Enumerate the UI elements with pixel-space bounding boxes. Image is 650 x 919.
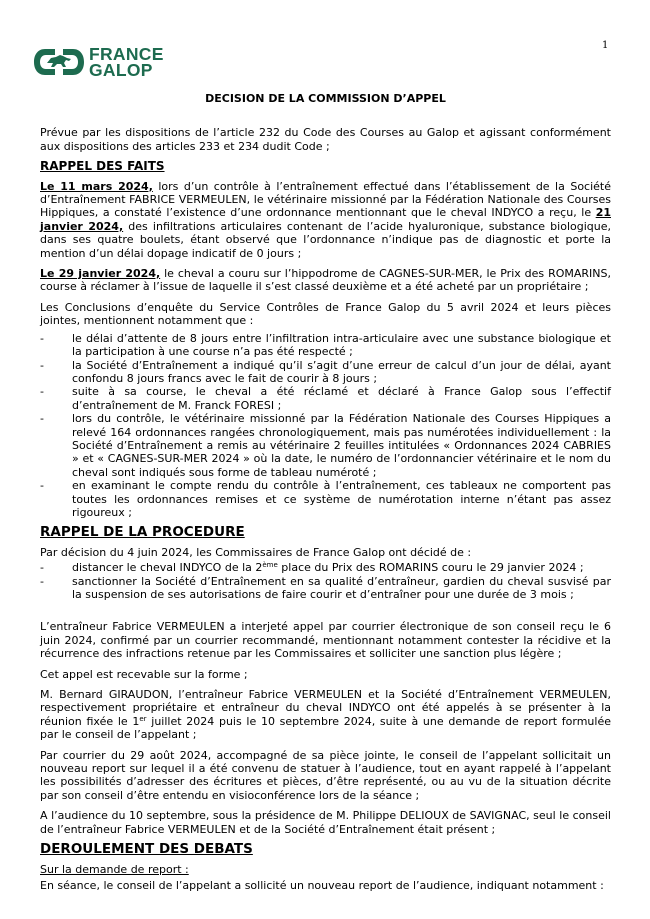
- document-title: DECISION DE LA COMMISSION D’APPEL: [205, 92, 446, 105]
- brand-wordmark: [89, 46, 164, 78]
- intro-paragraph: Prévue par les dispositions de l’article 232 du Code des Courses au Galop et agissant conformément aux dispositions des articles 233 et 234 dudit Code ;: [40, 126, 611, 153]
- procedure-paragraph-6: A l’audience du 10 septembre, sous la présidence de M. Philippe DELIOUX de SAVIGNAC, seul le conseil de l’entraîneur Fabrice VERMEULEN et de la Société d’Entraînement était présent ;: [40, 809, 611, 836]
- page-number: 1: [602, 40, 609, 51]
- document-body: [40, 92, 611, 899]
- list-item: - sanctionner la Société d’Entraînement en sa qualité d’entraîneur, gardien du cheval susvisé par la suspension de ses autorisations de faire courir et d’entraîner pour une durée de 3 mois ;: [40, 575, 611, 602]
- france-galop-logo: [33, 46, 164, 78]
- list-item: - en examinant le compte rendu du contrôle à l’entraînement, ces tableaux ne comportent pas toutes les ordonnances remises et ce système de numérotation interne n’étant pas assez rigoureux ;: [40, 479, 611, 519]
- list-item: - le délai d’attente de 8 jours entre l’infiltration intra-articulaire avec une substance biologique et la participation à une course n’a pas été respecté ;: [40, 332, 611, 359]
- list-item: - lors du contrôle, le vétérinaire missionné par la Fédération Nationale des Courses Hippiques a relevé 164 ordonnances rangées chronologiquement, mais pas numérotées individuellement : la Société d’Entraînement a remis au vétérinaire 2 feuilles intitulées « Ordonnances 2024 CABRIES » et « CAGNES-SUR-MER 2024 » où la date, le numéro de l’ordonnancier vétérinaire et le nom du cheval sont indiqués sous forme de tableau numéroté ;: [40, 412, 611, 479]
- heading-rappel-de-la-procedure: RAPPEL DE LA PROCEDURE: [40, 524, 245, 541]
- faits-date-1: Le 11 mars 2024,: [40, 179, 153, 193]
- faits-paragraph-3: Les Conclusions d’enquête du Service Contrôles de France Galop du 5 avril 2024 et leurs pièces jointes, mentionnent notamment que :: [40, 300, 611, 328]
- debats-paragraph-1: En séance, le conseil de l’appelant a sollicité un nouveau report de l’audience, indiquant notamment :: [40, 878, 604, 892]
- faits-list: [40, 332, 611, 520]
- horse-logo-icon: [33, 46, 85, 78]
- procedure-paragraph-1: Par décision du 4 juin 2024, les Commissaires de France Galop ont décidé de :: [40, 545, 472, 559]
- procedure-list: [40, 561, 611, 601]
- faits-date-2: 21 janvier 2024,: [40, 206, 611, 233]
- procedure-paragraph-2: L’entraîneur Fabrice VERMEULEN a interjeté appel par courrier électronique de son conseil reçu le 6 juin 2024, confirmé par un courrier recommandé, mentionnant notamment contester la récidive et la récurrence des infractions retenue par les Commissaires et solliciter une sanction plus légère ;: [40, 620, 611, 661]
- faits-date-3: Le 29 janvier 2024,: [40, 267, 161, 281]
- brand-line-2: GALOP: [89, 60, 153, 80]
- faits-paragraph-2: Le 29 janvier 2024, le cheval a couru sur l’hippodrome de CAGNES-SUR-MER, le Prix des ROMARINS, course à réclamer à l’issue de laquelle il s’est classé deuxième et a été acheté par un propriétaire ;: [40, 267, 611, 294]
- heading-rappel-des-faits: RAPPEL DES FAITS: [40, 159, 165, 174]
- list-item: - la Société d’Entraînement a indiqué qu’il s’agit d’une erreur de calcul d’un jour de délai, ayant confondu 8 jours francs avec le fait de courir à 8 jours ;: [40, 359, 611, 386]
- subheading-demande-de-report: Sur la demande de report :: [40, 862, 189, 876]
- heading-deroulement-des-debats: DEROULEMENT DES DEBATS: [40, 841, 253, 858]
- faits-paragraph-1: Le 11 mars 2024, lors d’un contrôle à l’entraînement effectué dans l’établissement de la Société d’Entraînement FABRICE VERMEULEN, le vétérinaire missionné par la Fédération Nationale des Courses Hippiques, a constaté l’existence d’une ordonnance mentionnant que le cheval INDYCO a reçu, le 21 janvier 2024, des infiltrations articulaires contenant de l’acide hyaluronique, substance biologique, dans ses quatre boulets, étant observé que l’ordonnance n’indique pas de diagnostic et porte la mention d’un délai dopage indicatif de 0 jours ;: [40, 179, 612, 260]
- list-item: - suite à sa course, le cheval a été réclamé et déclaré à France Galop sous l’effectif d’entraînement de M. Franck FORESI ;: [40, 385, 611, 412]
- procedure-paragraph-4: M. Bernard GIRAUDON, l’entraîneur Fabrice VERMEULEN et la Société d’Entraînement VERMEULEN, respectivement propriétaire et entraîneur du cheval INDYCO ont été appelés à se présenter à la réunion fixée le 1er juillet 2024 puis le 10 septembre 2024, suite à une demande de report formulée par le conseil de l’appelant ;: [40, 688, 611, 742]
- list-item: - distancer le cheval INDYCO de la 2ème place du Prix des ROMARINS couru le 29 janvier 2024 ;: [40, 561, 611, 574]
- procedure-paragraph-3: Cet appel est recevable sur la forme ;: [40, 667, 248, 681]
- procedure-paragraph-5: Par courrier du 29 août 2024, accompagné de sa pièce jointe, le conseil de l’appelant sollicitait un nouveau report sur lequel il a été convenu de statuer à l’audience, tout en ayant rappelé à l’appelant les possibilités d’adresser des écritures et pièces, d’être représenté, ou au vu de la situation décrite par son conseil d’être entendu en visioconférence lors de la séance ;: [40, 748, 611, 802]
- brand-line-1: FRANCE: [89, 44, 164, 64]
